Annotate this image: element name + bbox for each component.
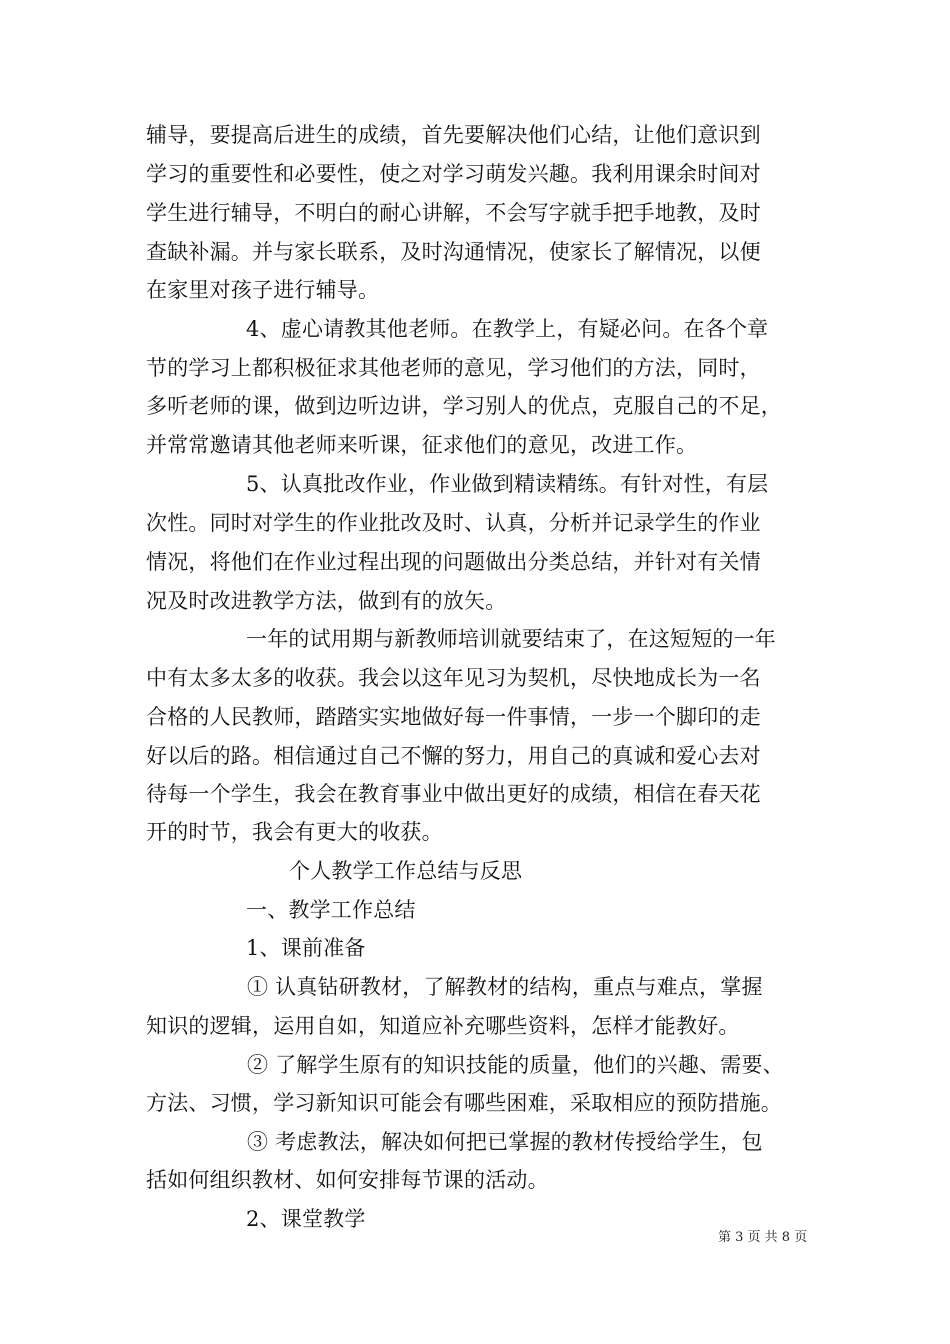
- text-line: 一年的试用期与新教师培训就要结束了，在这短短的一年: [246, 627, 776, 651]
- text-line: ① 认真钻研教材，了解教材的结构，重点与难点，掌握: [247, 975, 763, 999]
- text-line: 情况，将他们在作业过程出现的问题做出分类总结，并针对有关情: [146, 550, 761, 574]
- subsection-heading: 2、课堂教学: [246, 1207, 366, 1231]
- text-line: 在家里对孩子进行辅导。: [146, 278, 380, 302]
- text-line: 括如何组织教材、如何安排每节课的活动。: [146, 1168, 549, 1192]
- text-line: 辅导，要提高后进生的成绩，首先要解决他们心结，让他们意识到: [146, 123, 761, 147]
- text-line: 学生进行辅导，不明白的耐心讲解，不会写字就手把手地教，及时: [146, 201, 761, 225]
- section-title: 个人教学工作总结与反思: [289, 859, 523, 883]
- text-line: 况及时改进教学方法，做到有的放矢。: [146, 589, 507, 613]
- text-line: 开的时节，我会有更大的收获。: [146, 820, 443, 844]
- text-line: 待每一个学生，我会在教育事业中做出更好的成绩，相信在春天花: [146, 782, 761, 806]
- section-heading: 一、教学工作总结: [246, 898, 416, 922]
- text-line: ② 了解学生原有的知识技能的质量，他们的兴趣、需要、: [247, 1053, 784, 1077]
- text-line: 好以后的路。相信通过自己不懈的努力，用自己的真诚和爱心去对: [146, 744, 761, 768]
- text-line: 次性。同时对学生的作业批改及时、认真，分析并记录学生的作业: [146, 511, 761, 535]
- text-line: 方法、习惯，学习新知识可能会有哪些困难，采取相应的预防措施。: [146, 1091, 782, 1115]
- text-line: 5、认真批改作业，作业做到精读精练。有针对性，有层: [246, 472, 769, 496]
- text-line: ③ 考虑教法，解决如何把已掌握的教材传授给学生，包: [247, 1130, 763, 1154]
- page-number: 第 3 页 共 8 页: [718, 1230, 808, 1245]
- text-line: 并常常邀请其他老师来听课，征求他们的意见，改进工作。: [146, 433, 698, 457]
- subsection-heading: 1、课前准备: [246, 936, 366, 960]
- text-line: 查缺补漏。并与家长联系，及时沟通情况，使家长了解情况，以便: [146, 240, 761, 264]
- text-line: 知识的逻辑，运用自如，知道应补充哪些资料，怎样才能教好。: [146, 1014, 740, 1038]
- text-line: 多听老师的课，做到边听边讲，学习别人的优点，克服自己的不足，: [146, 394, 782, 418]
- text-line: 合格的人民教师，踏踏实实地做好每一件事情，一步一个脚印的走: [146, 705, 761, 729]
- text-line: 学习的重要性和必要性，使之对学习萌发兴趣。我利用课余时间对: [146, 162, 761, 186]
- text-line: 节的学习上都积极征求其他老师的意见，学习他们的方法，同时，: [146, 356, 761, 380]
- text-line: 4、虚心请教其他老师。在教学上，有疑必问。在各个章: [246, 317, 769, 341]
- text-line: 中有太多太多的收获。我会以这年见习为契机，尽快地成长为一名: [146, 666, 761, 690]
